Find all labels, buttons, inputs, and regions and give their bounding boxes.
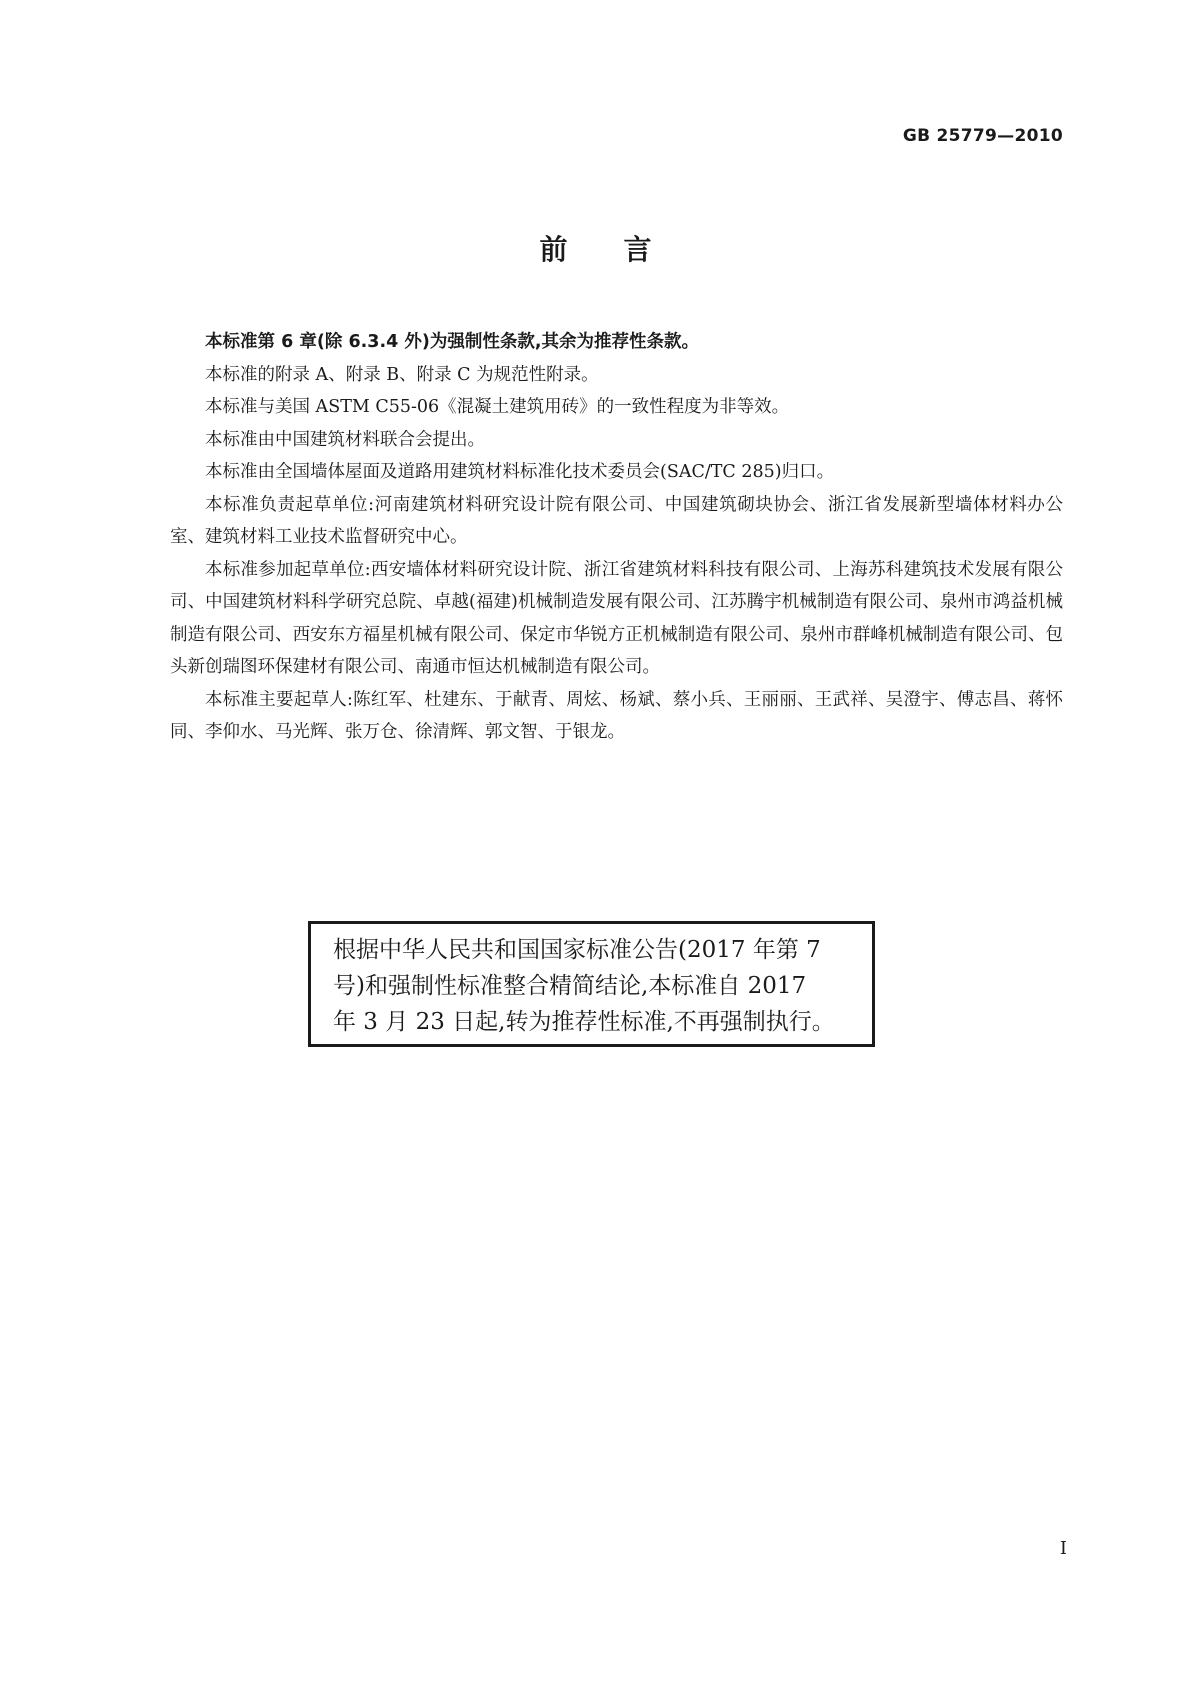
notice-line: 号)和强制性标准整合精简结论,本标准自 2017: [333, 973, 807, 999]
page-number: I: [1059, 1538, 1067, 1559]
notice-line: 根据中华人民共和国国家标准公告(2017 年第 7: [333, 937, 821, 963]
notice-box: [308, 921, 875, 1047]
paragraph-consistency: 本标准与美国 ASTM C55-06《混凝土建筑用砖》的一致性程度为非等效。: [205, 397, 790, 417]
notice-line: 年 3 月 23 日起,转为推荐性标准,不再强制执行。: [333, 1009, 835, 1035]
paragraph-annexes: 本标准的附录 A、附录 B、附录 C 为规范性附录。: [205, 364, 599, 385]
paragraph-participating-drafters: 本标准参加起草单位:西安墙体材料研究设计院、浙江省建筑材料科技有限公司、上海苏科建筑技术发展有限公司、中国建筑材料科学研究总院、卓越(福建)机械制造发展有限公司、江苏腾宇机械制造有限公司、泉州市鸿益机械制造有限公司、西安东方福星机械有限公司、保定市华锐方正机械制造有限公司、泉州市群峰机械制造有限公司、包头新创瑞图环保建材有限公司、南通市恒达机械制造有限公司。: [170, 559, 1063, 677]
foreword-body: [170, 326, 1063, 749]
standard-number: GB 25779—2010: [902, 126, 1063, 146]
paragraph-mandatory-clause: 本标准第 6 章(除 6.3.4 外)为强制性条款,其余为推荐性条款。: [205, 332, 700, 352]
paragraph-main-drafters: 本标准主要起草人:陈红军、杜建东、于献青、周炫、杨斌、蔡小兵、王丽丽、王武祥、吴澄宇、傅志昌、蒋怀同、李仰水、马光辉、张万仓、徐清辉、郭文智、于银龙。: [170, 689, 1063, 742]
paragraph-proposer: 本标准由中国建筑材料联合会提出。: [205, 429, 485, 450]
paragraph-lead-drafters: 本标准负责起草单位:河南建筑材料研究设计院有限公司、中国建筑砌块协会、浙江省发展新型墙体材料办公室、建筑材料工业技术监督研究中心。: [170, 494, 1063, 547]
paragraph-committee: 本标准由全国墙体屋面及道路用建筑材料标准化技术委员会(SAC/TC 285)归口。: [205, 462, 835, 482]
page-title: 前言: [539, 233, 708, 266]
